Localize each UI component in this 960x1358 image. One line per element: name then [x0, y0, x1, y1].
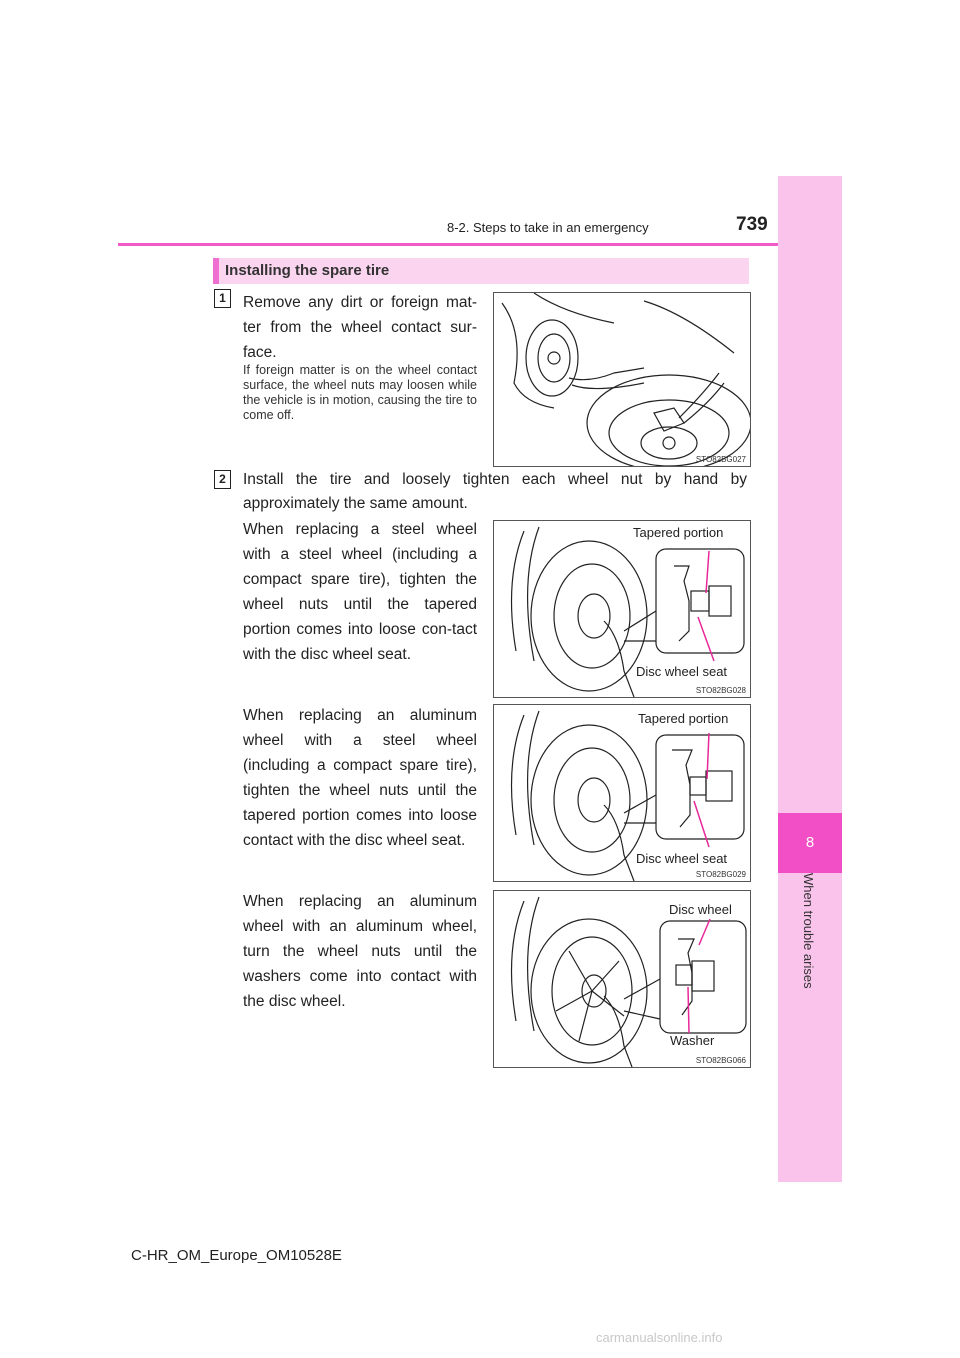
callout-tapered-portion: Tapered portion [633, 525, 724, 540]
figure-steel-wheel [493, 520, 751, 698]
step-2-text: Install the tire and loosely tighten each wheel nut by hand by approximately the same amount. [243, 471, 747, 512]
callout-disc-wheel-seat: Disc wheel seat [636, 851, 728, 866]
case-aluminum-to-steel-text: When replacing an aluminum wheel with a steel wheel (including a compact spare tire), tighten the wheel nuts until the tapered portion comes into loose contact with the disc wheel seat. [243, 707, 477, 849]
callout-disc-wheel: Disc wheel [669, 902, 732, 917]
figure-code: STO82BG066 [695, 1056, 746, 1065]
step-1-note: If foreign matter is on the wheel contact surface, the wheel nuts may loosen while the vehicle is in motion, causing the tire to come off. [243, 363, 477, 422]
step-number-1: 1 [214, 289, 231, 308]
case-steel-to-steel-text: When replacing a steel wheel with a steel wheel (including a compact spare tire), tighten the wheel nuts until the tapered portion comes into loose con-tact with the disc wheel seat. [243, 521, 477, 663]
chapter-tab [778, 176, 842, 1182]
figure-aluminum-to-aluminum [493, 890, 751, 1068]
section-title: Installing the spare tire [225, 262, 390, 279]
chapter-title: When trouble arises [801, 873, 816, 989]
figure-aluminum-to-steel [493, 704, 751, 882]
watermark: carmanualsonline.info [596, 1330, 723, 1345]
step-1-text: Remove any dirt or foreign mat-ter from the wheel contact sur-face. [243, 294, 477, 361]
figure-clean-contact-surface [493, 292, 751, 467]
callout-tapered-portion: Tapered portion [638, 711, 729, 726]
case-aluminum-to-aluminum-text: When replacing an aluminum wheel with an aluminum wheel, turn the wheel nuts until the washers come into contact with the disc wheel. [243, 893, 477, 1010]
callout-disc-wheel-seat: Disc wheel seat [636, 664, 728, 679]
callout-washer: Washer [670, 1033, 715, 1048]
header-rule [118, 243, 778, 246]
figure-code: STO82BG027 [695, 455, 746, 464]
clean-contact-illustration [494, 293, 750, 466]
footer-document-id: C-HR_OM_Europe_OM10528E [131, 1247, 342, 1264]
chapter-number: 8 [778, 813, 842, 873]
figure-code: STO82BG029 [695, 870, 746, 879]
step-number-2: 2 [214, 470, 231, 489]
figure-code: STO82BG028 [695, 686, 746, 695]
header-section-title: 8-2. Steps to take in an emergency [447, 220, 649, 235]
page-number: 739 [736, 214, 768, 235]
